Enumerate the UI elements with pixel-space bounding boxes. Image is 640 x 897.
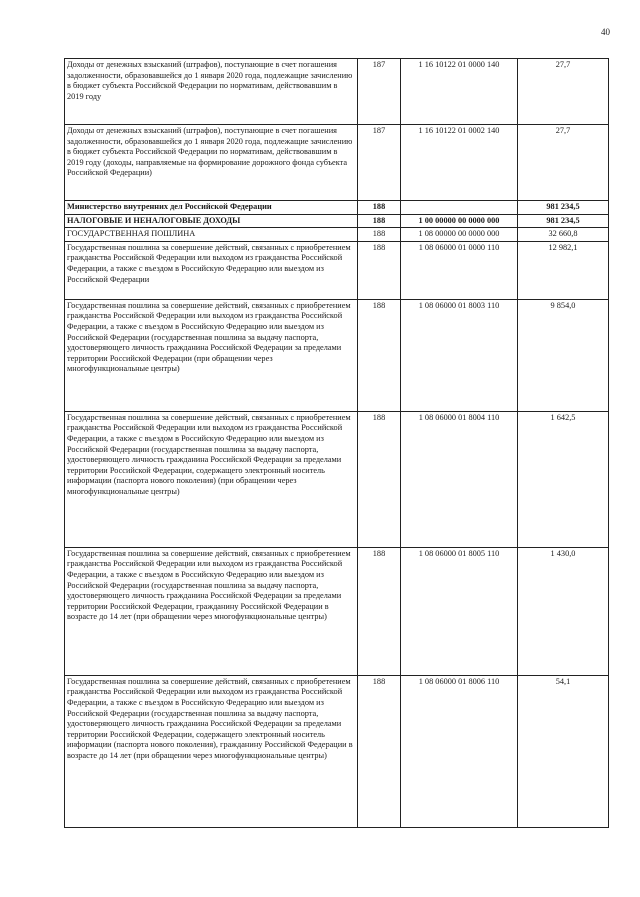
admin-code-cell: 188	[358, 214, 401, 228]
admin-code-cell: 188	[358, 675, 401, 827]
revenue-name-cell: Доходы от денежных взысканий (штрафов), поступающие в счет погашения задолженности, образовавшейся до 1 января 2020 года, подлежащие зачислению в бюджет субъекта Российской Федерации по нормативам, действовавшим в 2019 году	[65, 59, 358, 125]
budget-classification-code-cell: 1 08 06000 01 8006 110	[401, 675, 518, 827]
table-row	[65, 299, 609, 411]
budget-classification-code-cell: 1 08 06000 01 8003 110	[401, 299, 518, 411]
budget-classification-code-cell: 1 08 06000 01 8005 110	[401, 547, 518, 675]
revenue-name-cell: Доходы от денежных взысканий (штрафов), поступающие в счет погашения задолженности, образовавшейся до 1 января 2020 года, подлежащие зачислению в бюджет субъекта Российской Федерации по нормативам, действовавшим в 2019 году (доходы, направляемые на формирование дорожного фонда субъекта Российской Федерации)	[65, 125, 358, 201]
page-number: 40	[601, 27, 610, 37]
budget-classification-code-cell: 1 00 00000 00 0000 000	[401, 214, 518, 228]
budget-classification-code-cell: 1 08 06000 01 8004 110	[401, 411, 518, 547]
admin-code-cell: 188	[358, 411, 401, 547]
table-row	[65, 241, 609, 299]
revenue-name-cell: Государственная пошлина за совершение действий, связанных с приобретением гражданства Российской Федерации или выходом из гражданства Российской Федерации, а также с въездом в Российскую Федерацию или выездом из Российской Федерации (государственная пошлина за выдачу паспорта, удостоверяющего личность гражданина Российской Федерации за пределами территории Российской Федерации, содержащего электронный носитель информации (паспорта нового поколения) (при обращении через многофункциональные центры)	[65, 411, 358, 547]
amount-cell: 54,1	[518, 675, 609, 827]
admin-code-cell: 187	[358, 59, 401, 125]
budget-classification-code-cell: 1 08 06000 01 0000 110	[401, 241, 518, 299]
revenue-table	[64, 58, 609, 828]
budget-classification-code-cell: 1 16 10122 01 0000 140	[401, 59, 518, 125]
amount-cell: 981 234,5	[518, 201, 609, 215]
revenue-table-body	[65, 59, 609, 828]
amount-cell: 32 660,8	[518, 228, 609, 242]
admin-code-cell: 188	[358, 299, 401, 411]
table-row	[65, 59, 609, 125]
amount-cell: 12 982,1	[518, 241, 609, 299]
table-row	[65, 125, 609, 201]
amount-cell: 981 234,5	[518, 214, 609, 228]
admin-code-cell: 188	[358, 201, 401, 215]
table-row	[65, 675, 609, 827]
amount-cell: 9 854,0	[518, 299, 609, 411]
amount-cell: 1 430,0	[518, 547, 609, 675]
amount-cell: 27,7	[518, 59, 609, 125]
table-row	[65, 228, 609, 242]
revenue-name-cell: ГОСУДАРСТВЕННАЯ ПОШЛИНА	[65, 228, 358, 242]
admin-code-cell: 187	[358, 125, 401, 201]
amount-cell: 27,7	[518, 125, 609, 201]
revenue-name-cell: НАЛОГОВЫЕ И НЕНАЛОГОВЫЕ ДОХОДЫ	[65, 214, 358, 228]
budget-classification-code-cell	[401, 201, 518, 215]
table-row	[65, 411, 609, 547]
admin-code-cell: 188	[358, 547, 401, 675]
table-row	[65, 214, 609, 228]
budget-classification-code-cell: 1 08 00000 00 0000 000	[401, 228, 518, 242]
revenue-name-cell: Государственная пошлина за совершение действий, связанных с приобретением гражданства Российской Федерации или выходом из гражданства Российской Федерации, а также с въездом в Российскую Федерацию или выездом из Российской Федерации (государственная пошлина за выдачу паспорта, удостоверяющего личность гражданина Российской Федерации за пределами территории Российской Федерации (при обращении через многофункциональные центры)	[65, 299, 358, 411]
admin-code-cell: 188	[358, 241, 401, 299]
table-row	[65, 201, 609, 215]
revenue-name-cell: Министерство внутренних дел Российской Федерации	[65, 201, 358, 215]
revenue-name-cell: Государственная пошлина за совершение действий, связанных с приобретением гражданства Российской Федерации или выходом из гражданства Российской Федерации, а также с въездом в Российскую Федерацию или выездом из Российской Федерации (государственная пошлина за выдачу паспорта, удостоверяющего личность гражданина Российской Федерации за пределами территории Российской Федерации, гражданину Российской Федерации в возрасте до 14 лет (при обращении через многофункциональные центры)	[65, 547, 358, 675]
budget-classification-code-cell: 1 16 10122 01 0002 140	[401, 125, 518, 201]
table-row	[65, 547, 609, 675]
amount-cell: 1 642,5	[518, 411, 609, 547]
admin-code-cell: 188	[358, 228, 401, 242]
revenue-name-cell: Государственная пошлина за совершение действий, связанных с приобретением гражданства Российской Федерации или выходом из гражданства Российской Федерации, а также с въездом в Российскую Федерацию или выездом из Российской Федерации (государственная пошлина за выдачу паспорта, удостоверяющего личность гражданина Российской Федерации за пределами территории Российской Федерации, содержащего электронный носитель информации (паспорта нового поколения), гражданину Российской Федерации в возрасте до 14 лет (при обращении через многофункциональные центры)	[65, 675, 358, 827]
revenue-name-cell: Государственная пошлина за совершение действий, связанных с приобретением гражданства Российской Федерации или выходом из гражданства Российской Федерации, а также с въездом в Российскую Федерацию или выездом из Российской Федерации	[65, 241, 358, 299]
